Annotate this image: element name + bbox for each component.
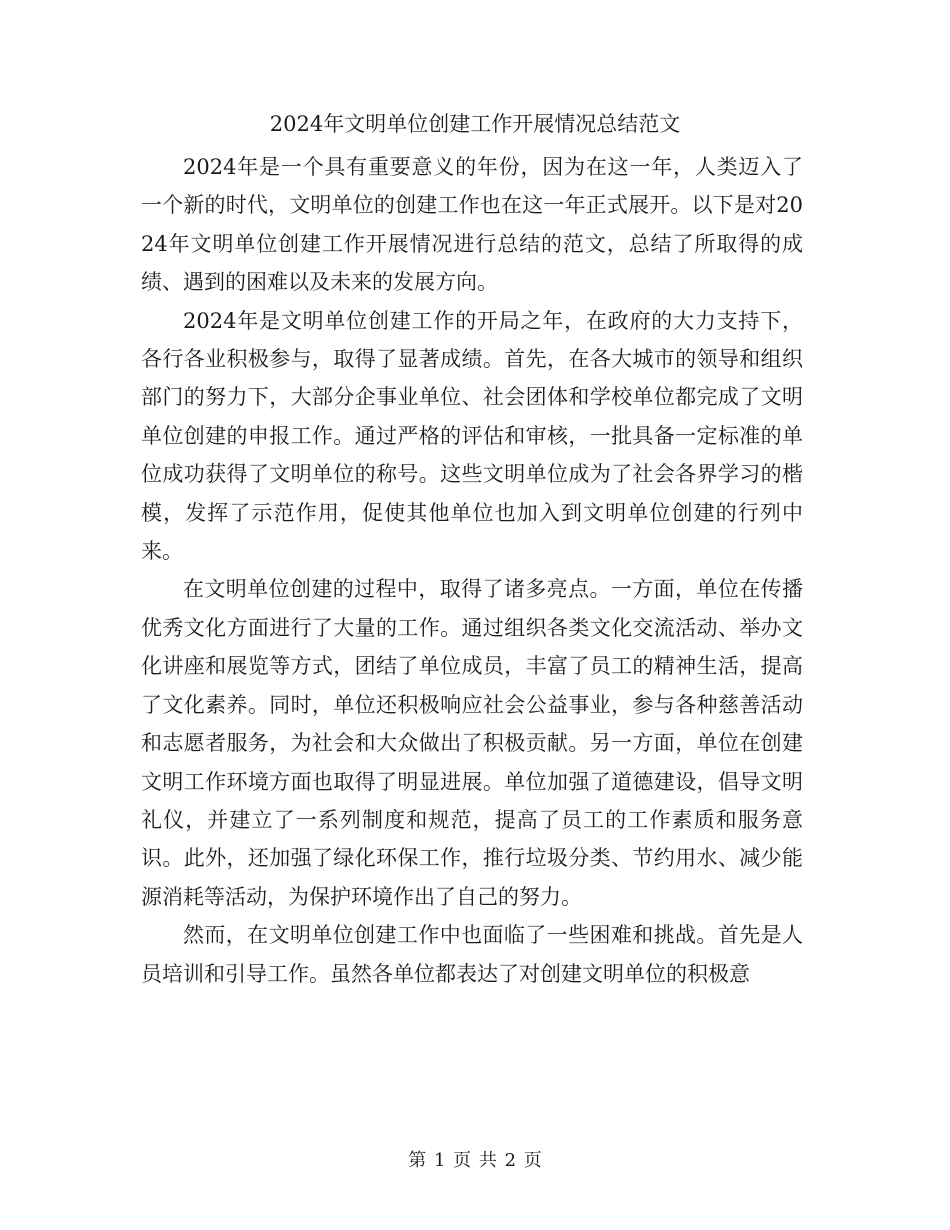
paragraph-4: 然而，在文明单位创建工作中也面临了一些困难和挑战。首先是人员培训和引导工作。虽然各单位都表达了对创建文明单位的积极意 [141, 923, 803, 986]
paragraph-1: 2024年是一个具有重要意义的年份，因为在这一年，人类迈入了一个新的时代，文明单位的创建工作也在这一年正式展开。以下是对2024年文明单位创建工作开展情况进行总结的范文，总结了所取得的成绩、遇到的困难以及未来的发展方向。 [141, 155, 803, 295]
paragraph-2: 2024年是文明单位创建工作的开局之年，在政府的大力支持下，各行各业积极参与，取得了显著成绩。首先，在各大城市的领导和组织部门的努力下，大部分企事业单位、社会团体和学校单位都完成了文明单位创建的申报工作。通过严格的评估和审核，一批具备一定标准的单位成功获得了文明单位的称号。这些文明单位成为了社会各界学习的楷模，发挥了示范作用，促使其他单位也加入到文明单位创建的行列中来。 [141, 308, 803, 564]
page-number-footer: 第 1 页 共 2 页 [408, 1150, 542, 1171]
document-body [141, 148, 803, 993]
document-title: 2024年文明单位创建工作开展情况总结范文 [269, 112, 681, 136]
paragraph-3: 在文明单位创建的过程中，取得了诸多亮点。一方面，单位在传播优秀文化方面进行了大量的工作。通过组织各类文化交流活动、举办文化讲座和展览等方式，团结了单位成员，丰富了员工的精神生活，提高了文化素养。同时，单位还积极响应社会公益事业，参与各种慈善活动和志愿者服务，为社会和大众做出了积极贡献。另一方面，单位在创建文明工作环境方面也取得了明显进展。单位加强了道德建设，倡导文明礼仪，并建立了一系列制度和规范，提高了员工的工作素质和服务意识。此外，还加强了绿化环保工作，推行垃圾分类、节约用水、减少能源消耗等活动，为保护环境作出了自己的努力。 [141, 577, 803, 909]
